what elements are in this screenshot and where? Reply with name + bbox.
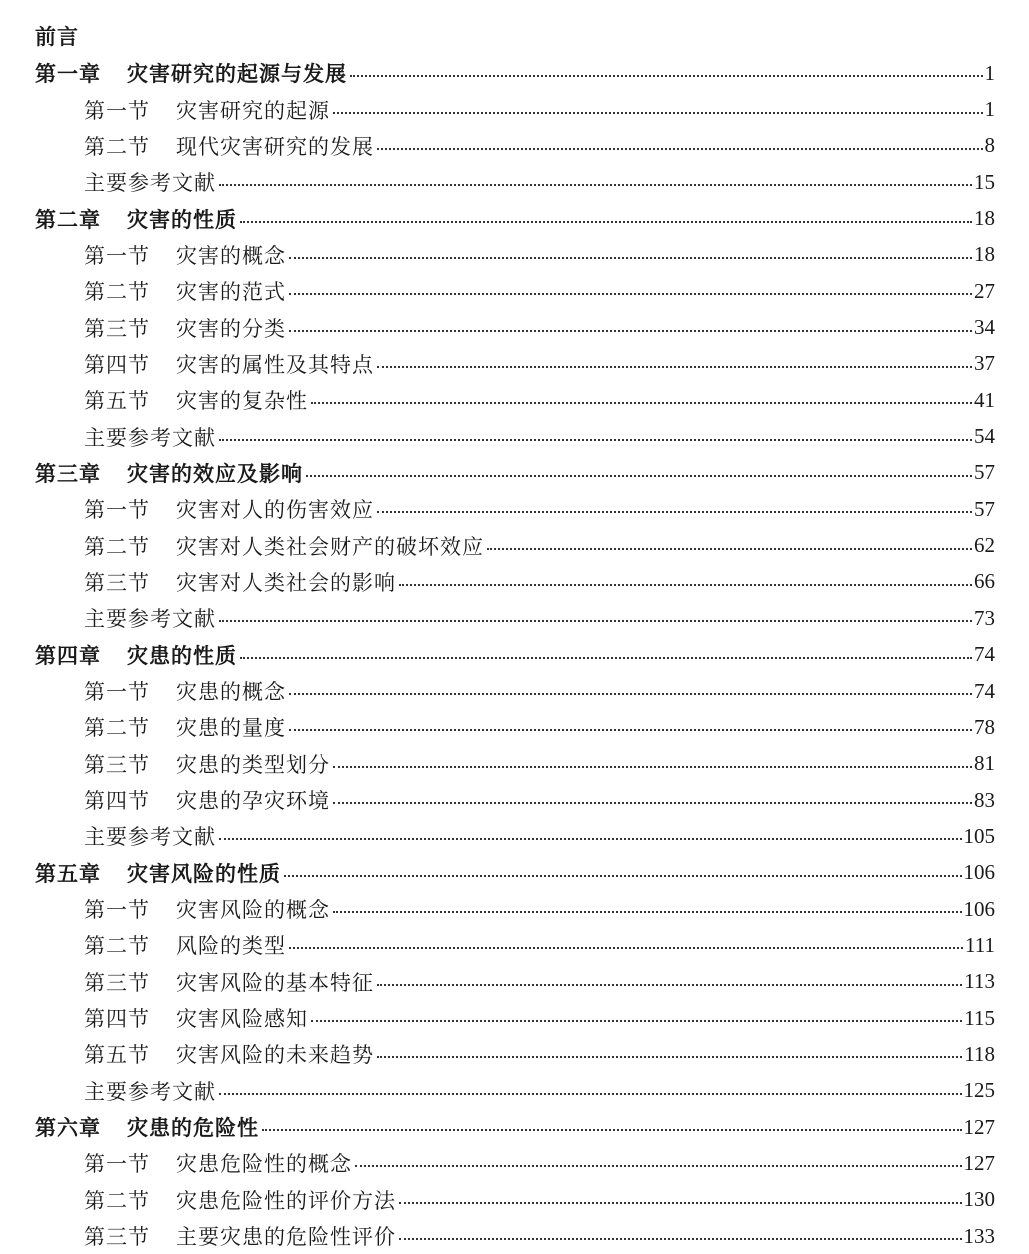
entry-number: 第二节 bbox=[84, 280, 150, 305]
toc-section-entry[interactable] bbox=[0, 564, 995, 600]
entry-number: 第四章 bbox=[35, 643, 101, 668]
toc-section-entry[interactable] bbox=[0, 746, 995, 782]
dot-leader bbox=[333, 766, 972, 768]
entry-title: 灾患的危险性 bbox=[127, 1116, 259, 1141]
toc-chapter-entry[interactable] bbox=[0, 1109, 995, 1145]
entry-title: 灾患危险性的概念 bbox=[176, 1152, 352, 1177]
entry-title: 主要参考文献 bbox=[84, 171, 216, 196]
toc-section-entry[interactable] bbox=[0, 927, 995, 963]
page-number: 41 bbox=[974, 387, 995, 412]
entry-title: 主要参考文献 bbox=[84, 425, 216, 450]
entry-number: 第一节 bbox=[84, 243, 150, 268]
entry-number: 第四节 bbox=[84, 352, 150, 377]
entry-title: 灾害风险的未来趋势 bbox=[176, 1043, 374, 1068]
entry-title: 灾害研究的起源与发展 bbox=[127, 62, 347, 87]
page-number: 66 bbox=[974, 569, 995, 594]
entry-title: 灾害的范式 bbox=[176, 280, 286, 305]
page-number: 130 bbox=[963, 1187, 995, 1212]
page-number: 37 bbox=[974, 351, 995, 376]
entry-number: 第五章 bbox=[35, 861, 101, 886]
page-number: 106 bbox=[963, 860, 995, 885]
dot-leader bbox=[219, 1093, 962, 1095]
toc-section-entry[interactable] bbox=[0, 346, 995, 382]
dot-leader bbox=[289, 729, 972, 731]
dot-leader bbox=[311, 402, 972, 404]
toc-references-entry[interactable] bbox=[0, 1073, 995, 1109]
toc-chapter-entry[interactable] bbox=[0, 637, 995, 673]
dot-leader bbox=[219, 620, 972, 622]
page-number: 115 bbox=[964, 1005, 995, 1030]
dot-leader bbox=[355, 1165, 962, 1167]
page-number: 57 bbox=[974, 460, 995, 485]
page-number: 34 bbox=[974, 315, 995, 340]
entry-number: 第六章 bbox=[35, 1116, 101, 1141]
page-number: 62 bbox=[974, 533, 995, 558]
page-number: 18 bbox=[974, 242, 995, 267]
entry-number: 第四节 bbox=[84, 1007, 150, 1032]
dot-leader bbox=[219, 184, 972, 186]
dot-leader bbox=[377, 511, 972, 513]
toc-section-entry[interactable] bbox=[0, 709, 995, 745]
entry-title: 灾害风险感知 bbox=[176, 1007, 308, 1032]
toc-chapter-entry[interactable] bbox=[0, 855, 995, 891]
entry-number: 第五节 bbox=[84, 1043, 150, 1068]
entry-number: 第二节 bbox=[84, 134, 150, 159]
toc-section-entry[interactable] bbox=[0, 1000, 995, 1036]
entry-number: 第五节 bbox=[84, 389, 150, 414]
dot-leader bbox=[377, 984, 962, 986]
entry-number: 第三节 bbox=[84, 1225, 150, 1250]
page-number: 127 bbox=[963, 1150, 995, 1175]
toc-chapter-entry[interactable] bbox=[0, 200, 995, 236]
toc-chapter-entry[interactable] bbox=[0, 455, 995, 491]
dot-leader bbox=[240, 657, 972, 659]
entry-title: 灾患的类型划分 bbox=[176, 752, 330, 777]
entry-number: 第三节 bbox=[84, 752, 150, 777]
dot-leader bbox=[350, 75, 983, 77]
page-number: 54 bbox=[974, 424, 995, 449]
entry-number: 第二节 bbox=[84, 716, 150, 741]
entry-title: 灾害对人类社会财产的破坏效应 bbox=[176, 534, 484, 559]
entry-number: 第二章 bbox=[35, 207, 101, 232]
entry-title: 灾患的量度 bbox=[176, 716, 286, 741]
entry-number: 第四节 bbox=[84, 789, 150, 814]
entry-title: 灾害研究的起源 bbox=[176, 98, 330, 123]
toc-section-entry[interactable] bbox=[0, 382, 995, 418]
entry-title: 灾害风险的基本特征 bbox=[176, 970, 374, 995]
toc-list bbox=[0, 55, 1029, 1254]
toc-references-entry[interactable] bbox=[0, 418, 995, 454]
entry-number: 第二节 bbox=[84, 534, 150, 559]
dot-leader bbox=[289, 330, 972, 332]
dot-leader bbox=[219, 838, 962, 840]
dot-leader bbox=[262, 1129, 962, 1131]
entry-title: 灾害的性质 bbox=[127, 207, 237, 232]
page-number: 81 bbox=[974, 751, 995, 776]
preface-entry[interactable]: 前言 bbox=[35, 25, 79, 49]
dot-leader bbox=[219, 439, 972, 441]
page-number: 118 bbox=[964, 1041, 995, 1066]
page-number: 83 bbox=[974, 787, 995, 812]
page-number: 78 bbox=[974, 714, 995, 739]
entry-title: 灾患危险性的评价方法 bbox=[176, 1188, 396, 1213]
dot-leader bbox=[487, 548, 972, 550]
page-number: 27 bbox=[974, 278, 995, 303]
dot-leader bbox=[306, 475, 972, 477]
entry-title: 灾害的分类 bbox=[176, 316, 286, 341]
page-number: 127 bbox=[963, 1114, 995, 1139]
entry-number: 第二节 bbox=[84, 934, 150, 959]
entry-title: 主要参考文献 bbox=[84, 825, 216, 850]
toc-section-entry[interactable] bbox=[0, 1145, 995, 1181]
entry-title: 灾害对人类社会的影响 bbox=[176, 570, 396, 595]
toc-section-entry[interactable] bbox=[0, 964, 995, 1000]
dot-leader bbox=[289, 293, 972, 295]
dot-leader bbox=[289, 257, 972, 259]
dot-leader bbox=[377, 1056, 962, 1058]
entry-number: 第一节 bbox=[84, 680, 150, 705]
entry-title: 现代灾害研究的发展 bbox=[176, 134, 374, 159]
page-number: 74 bbox=[974, 642, 995, 667]
page-number: 57 bbox=[974, 496, 995, 521]
entry-title: 主要参考文献 bbox=[84, 1079, 216, 1104]
toc-chapter-entry[interactable] bbox=[0, 55, 995, 91]
entry-title: 灾害的属性及其特点 bbox=[176, 352, 374, 377]
dot-leader bbox=[333, 112, 983, 114]
dot-leader bbox=[289, 693, 972, 695]
toc-section-entry[interactable] bbox=[0, 128, 995, 164]
toc-section-entry[interactable] bbox=[0, 491, 995, 527]
entry-title: 风险的类型 bbox=[176, 934, 286, 959]
entry-title: 灾害风险的概念 bbox=[176, 898, 330, 923]
page-number: 113 bbox=[964, 969, 995, 994]
toc-references-entry[interactable] bbox=[0, 818, 995, 854]
page-number: 1 bbox=[984, 60, 995, 85]
page-number: 133 bbox=[963, 1223, 995, 1248]
entry-number: 第三节 bbox=[84, 570, 150, 595]
entry-title: 灾害风险的性质 bbox=[127, 861, 281, 886]
page-number: 106 bbox=[963, 896, 995, 921]
dot-leader bbox=[333, 802, 972, 804]
toc-section-entry[interactable] bbox=[0, 527, 995, 563]
toc-section-entry[interactable] bbox=[0, 1182, 995, 1218]
entry-title: 灾患的概念 bbox=[176, 680, 286, 705]
page-number: 73 bbox=[974, 605, 995, 630]
toc-section-entry[interactable] bbox=[0, 309, 995, 345]
entry-number: 第一节 bbox=[84, 98, 150, 123]
dot-leader bbox=[377, 148, 983, 150]
entry-title: 灾害对人的伤害效应 bbox=[176, 498, 374, 523]
page-number: 111 bbox=[965, 932, 995, 957]
dot-leader bbox=[399, 1202, 962, 1204]
entry-number: 第三节 bbox=[84, 316, 150, 341]
page-number: 18 bbox=[974, 206, 995, 231]
page-number: 105 bbox=[963, 823, 995, 848]
entry-number: 第三节 bbox=[84, 970, 150, 995]
dot-leader bbox=[284, 875, 962, 877]
entry-title: 灾害的效应及影响 bbox=[127, 461, 303, 486]
dot-leader bbox=[377, 366, 972, 368]
entry-title: 主要灾患的危险性评价 bbox=[176, 1225, 396, 1250]
dot-leader bbox=[333, 911, 962, 913]
entry-title: 灾害的概念 bbox=[176, 243, 286, 268]
dot-leader bbox=[399, 1238, 962, 1240]
entry-title: 灾害的复杂性 bbox=[176, 389, 308, 414]
entry-number: 第三章 bbox=[35, 461, 101, 486]
toc-section-entry[interactable] bbox=[0, 673, 995, 709]
toc-references-entry[interactable] bbox=[0, 600, 995, 636]
page-number: 15 bbox=[974, 169, 995, 194]
dot-leader bbox=[289, 947, 963, 949]
page-number: 125 bbox=[963, 1078, 995, 1103]
entry-number: 第一节 bbox=[84, 1152, 150, 1177]
page-number: 74 bbox=[974, 678, 995, 703]
toc-section-entry[interactable] bbox=[0, 1036, 995, 1072]
entry-number: 第二节 bbox=[84, 1188, 150, 1213]
toc-section-entry[interactable] bbox=[0, 237, 995, 273]
page-number: 8 bbox=[984, 133, 995, 158]
entry-number: 第一节 bbox=[84, 498, 150, 523]
toc-section-entry[interactable] bbox=[0, 273, 995, 309]
entry-title: 灾患的性质 bbox=[127, 643, 237, 668]
toc-section-entry[interactable] bbox=[0, 891, 995, 927]
page-number: 1 bbox=[984, 97, 995, 122]
entry-number: 第一节 bbox=[84, 898, 150, 923]
entry-title: 灾患的孕灾环境 bbox=[176, 789, 330, 814]
toc-references-entry[interactable] bbox=[0, 164, 995, 200]
toc-section-entry[interactable] bbox=[0, 782, 995, 818]
entry-title: 主要参考文献 bbox=[84, 607, 216, 632]
entry-number: 第一章 bbox=[35, 62, 101, 87]
dot-leader bbox=[399, 584, 972, 586]
toc-section-entry[interactable] bbox=[0, 91, 995, 127]
dot-leader bbox=[240, 221, 972, 223]
dot-leader bbox=[311, 1020, 962, 1022]
